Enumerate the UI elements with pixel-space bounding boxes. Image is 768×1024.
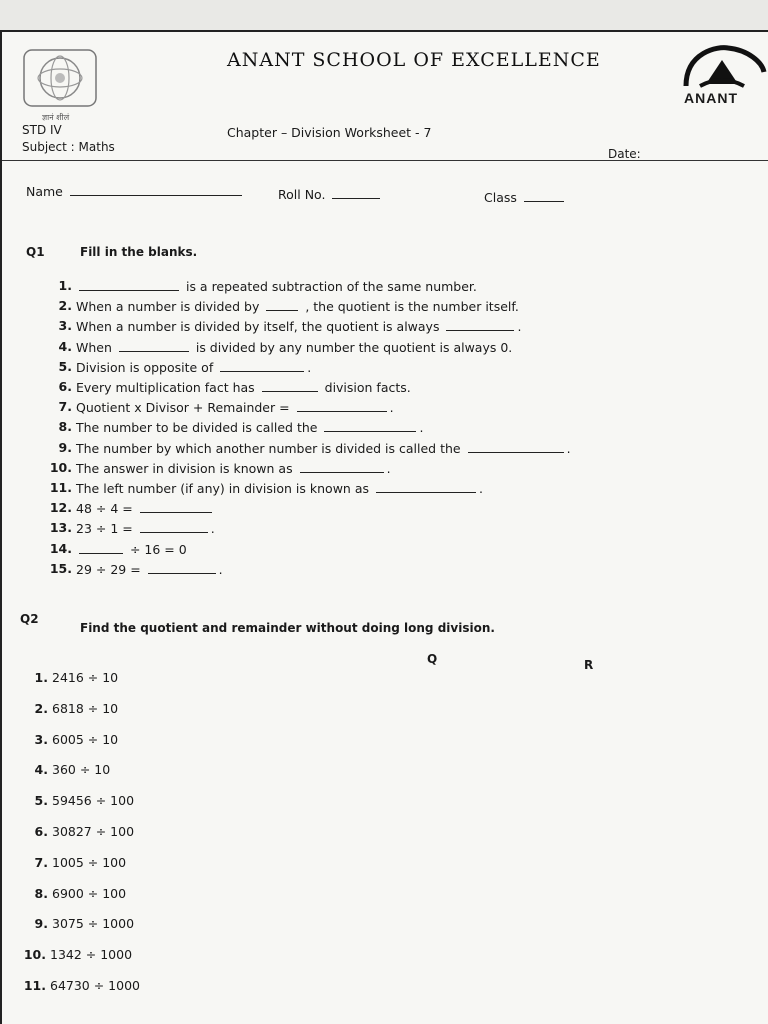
- q1-item-text: [76, 359, 311, 375]
- q1-item: [46, 298, 746, 318]
- q2-item-number: 10.: [23, 947, 46, 963]
- q2-item: [8, 670, 118, 685]
- q1-item: [46, 339, 746, 359]
- q2-item-number: 11.: [23, 978, 46, 993]
- arch-logo-icon: [678, 42, 768, 92]
- q2-item-expression: 64730 ÷ 1000: [50, 978, 140, 993]
- q1-text-before: The number by which another number is divided is called the: [76, 440, 465, 456]
- q2-item: [8, 793, 134, 808]
- q1-item-text: [76, 500, 215, 516]
- emblem-icon: [20, 48, 100, 112]
- roll-label: Roll No.: [278, 187, 326, 202]
- class-field: [484, 189, 567, 205]
- answer-blank[interactable]: [297, 399, 387, 412]
- header-divider: [2, 160, 768, 161]
- name-label: Name: [26, 184, 63, 199]
- q1-text-after: .: [517, 319, 522, 335]
- q2-item: [8, 916, 134, 931]
- answer-blank[interactable]: [376, 480, 476, 493]
- q1-item: [46, 440, 746, 460]
- q2-item-expression: 6005 ÷ 10: [52, 731, 119, 747]
- q2-item: [8, 732, 118, 747]
- q1-text-before: The answer in division is known as: [76, 460, 297, 476]
- q1-item: [46, 541, 746, 561]
- answer-blank[interactable]: [140, 500, 212, 513]
- answer-blank[interactable]: [446, 318, 514, 331]
- q1-item-text: [76, 278, 477, 294]
- q1-item-number: 9.: [58, 439, 72, 455]
- q2-item-expression: 1005 ÷ 100: [52, 854, 127, 870]
- roll-blank[interactable]: [332, 186, 380, 199]
- q1-text-after: .: [566, 440, 571, 456]
- q2-item: [6, 978, 140, 993]
- q1-text-after: .: [419, 420, 424, 436]
- q1-item-number: 2.: [58, 298, 72, 314]
- q1-text-before: Division is opposite of: [76, 359, 218, 375]
- answer-blank[interactable]: [79, 541, 123, 554]
- q2-item-expression: 59456 ÷ 100: [52, 793, 135, 809]
- q1-text-before: The left number (if any) in division is known as: [76, 480, 373, 496]
- q1-text-before: When: [76, 339, 116, 355]
- q2-title: Find the quotient and remainder without doing long division.: [80, 621, 495, 635]
- q1-text-after: .: [218, 561, 223, 577]
- q1-text-after: is a repeated subtraction of the same number.: [182, 279, 477, 294]
- q1-text-before: 23 ÷ 1 =: [76, 521, 137, 537]
- q1-item-text: [76, 460, 391, 476]
- brand-name: ANANT: [684, 90, 738, 106]
- q1-text-before: 29 ÷ 29 =: [76, 561, 145, 577]
- q2-item-number: 9.: [34, 916, 48, 932]
- q1-item-text: [76, 419, 423, 435]
- q2-item-expression: 1342 ÷ 1000: [50, 947, 133, 963]
- q1-item-number: 7.: [58, 399, 72, 415]
- chapter-title: Chapter – Division Worksheet - 7: [227, 125, 432, 140]
- q1-item: [46, 278, 746, 298]
- q1-item-number: 12.: [49, 500, 72, 516]
- q1-item-text: [76, 339, 512, 355]
- q1-item: [46, 379, 746, 399]
- q1-item-text: [76, 520, 215, 536]
- q1-item-text: [76, 379, 411, 395]
- q1-item-text: [76, 561, 223, 577]
- q1-text-before: The number to be divided is called the: [76, 420, 322, 436]
- emblem-caption: ज्ञानं शीलं: [42, 113, 70, 122]
- q1-item-number: 6.: [58, 378, 72, 394]
- answer-blank[interactable]: [324, 419, 416, 432]
- answer-blank[interactable]: [262, 379, 318, 392]
- q1-item-text: [76, 318, 521, 334]
- q1-text-after: .: [307, 359, 312, 375]
- answer-blank[interactable]: [140, 520, 208, 533]
- q1-item: [46, 520, 746, 540]
- q1-item: [46, 318, 746, 338]
- q2-item-expression: 30827 ÷ 100: [52, 824, 135, 839]
- brand-logo: [678, 42, 768, 108]
- q2-item-number: 2.: [34, 700, 48, 716]
- q2-item-number: 4.: [34, 762, 48, 778]
- q1-item: [46, 460, 746, 480]
- q1-item: [46, 399, 746, 419]
- answer-blank[interactable]: [148, 561, 216, 574]
- q1-text-after: ÷ 16 = 0: [126, 541, 187, 557]
- q2-label: Q2: [20, 612, 39, 626]
- q2-item-number: 7.: [34, 854, 48, 870]
- q2-item-number: 6.: [34, 824, 48, 839]
- q2-item-number: 5.: [34, 793, 48, 809]
- q1-item-text: [76, 541, 187, 557]
- name-blank[interactable]: [70, 183, 242, 196]
- q1-text-after: .: [210, 521, 215, 537]
- answer-blank[interactable]: [266, 298, 298, 311]
- q2-item: [8, 824, 134, 839]
- roll-field: [278, 186, 383, 202]
- answer-blank[interactable]: [79, 278, 179, 291]
- q2-item-number: 8.: [34, 885, 48, 901]
- std-label: STD IV: [22, 123, 62, 137]
- school-name: ANANT SCHOOL OF EXCELLENCE: [227, 49, 601, 71]
- q1-text-before: 48 ÷ 4 =: [76, 501, 137, 517]
- name-field: [26, 183, 245, 199]
- q2-item: [8, 886, 126, 901]
- q2-item: [8, 855, 126, 870]
- answer-blank[interactable]: [300, 460, 384, 473]
- q1-text-after: , the quotient is the number itself.: [301, 299, 519, 315]
- q1-item-number: 1.: [58, 278, 72, 293]
- q1-text-before: When a number is divided by: [76, 299, 264, 315]
- q2-item-expression: 3075 ÷ 1000: [52, 916, 135, 932]
- q1-item-number: 5.: [58, 358, 72, 374]
- q1-text-before: When a number is divided by itself, the quotient is always: [76, 319, 444, 335]
- q1-item-text: [76, 480, 483, 496]
- answer-blank[interactable]: [468, 440, 564, 453]
- q1-item-number: 13.: [49, 520, 72, 536]
- q1-text-after: .: [478, 480, 483, 496]
- q2-item: [6, 947, 132, 962]
- q1-text-after: .: [389, 400, 394, 416]
- q1-item: [46, 359, 746, 379]
- subject-label: Subject : Maths: [22, 140, 115, 154]
- quotient-column-header: Q: [427, 652, 438, 666]
- answer-blank[interactable]: [119, 339, 189, 352]
- q1-item-number: 8.: [58, 419, 72, 435]
- q2-item-expression: 6818 ÷ 10: [52, 700, 119, 716]
- q1-item: [46, 561, 746, 581]
- q1-item: [46, 500, 746, 520]
- worksheet-page: [0, 30, 768, 1024]
- q1-text-before: Every multiplication fact has: [76, 379, 259, 395]
- q2-item-number: 1.: [34, 670, 48, 685]
- q1-text-after: division facts.: [320, 379, 411, 395]
- q1-item-number: 10.: [49, 459, 72, 475]
- q1-item-number: 15.: [49, 560, 72, 576]
- q1-item-number: 3.: [58, 318, 72, 334]
- q2-item: [8, 701, 118, 716]
- q1-item-text: [76, 399, 394, 415]
- q2-item-number: 3.: [34, 731, 48, 747]
- q1-item-number: 14.: [49, 540, 72, 556]
- q1-title: Fill in the blanks.: [80, 245, 198, 259]
- school-emblem: [20, 48, 100, 120]
- q1-label: Q1: [26, 245, 45, 259]
- q2-item-expression: 6900 ÷ 100: [52, 885, 127, 901]
- q1-item-number: 11.: [49, 479, 72, 495]
- remainder-column-header: R: [584, 658, 594, 672]
- q1-text-before: Quotient x Divisor + Remainder =: [76, 400, 294, 416]
- q1-item-number: 4.: [58, 338, 72, 354]
- q1-item: [46, 419, 746, 439]
- q1-list: [46, 278, 746, 577]
- q1-item: [46, 480, 746, 500]
- q1-text-after: .: [386, 460, 391, 476]
- class-label: Class: [484, 190, 517, 205]
- date-label: Date:: [608, 147, 641, 161]
- q1-item-text: [76, 298, 519, 314]
- class-blank[interactable]: [524, 189, 564, 202]
- q2-item-expression: 360 ÷ 10: [52, 762, 111, 778]
- q1-item-text: [76, 440, 571, 456]
- q1-text-after: is divided by any number the quotient is always 0.: [191, 339, 513, 355]
- q2-item-expression: 2416 ÷ 10: [52, 670, 119, 685]
- answer-blank[interactable]: [220, 359, 304, 372]
- q2-item: [8, 762, 110, 777]
